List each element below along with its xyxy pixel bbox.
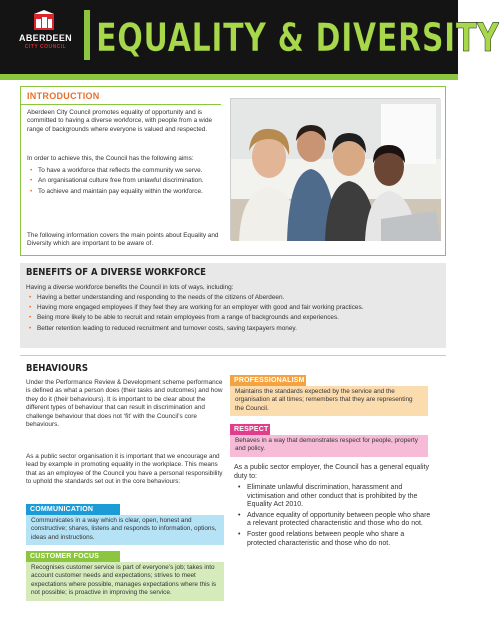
list-item: • Eliminate unlawful discrimination, harassment and victimisation and other conduct that is prohibited by the Equality Act 2010. [238, 484, 434, 510]
communication-title: COMMUNICATION [26, 504, 120, 515]
header-accent-stripe [0, 74, 458, 80]
behaviours-heading: BEHAVIOURS [26, 363, 88, 374]
communication-text: Communicates in a way which is clear, open, honest and constructive; shares, listens and responds to information, options, ideas and instructions. [26, 515, 224, 545]
equality-duty-intro: As a public sector employer, the Council has a general equality duty to: [234, 464, 429, 480]
logo-name: ABERDEEN [19, 33, 72, 43]
professionalism-title: PROFESSIONALISM [230, 375, 306, 386]
introduction-section [20, 86, 446, 256]
customer-focus-text: Recognises customer service is part of everyone’s job; takes into account customer needs and expectations; strives to meet expectations where possible, manages expectations where this is not possible; is proactive in improving the service. [26, 562, 224, 601]
benefits-heading: BENEFITS OF A DIVERSE WORKFORCE [26, 267, 206, 278]
team-photo-illustration [231, 99, 441, 241]
list-item: • Advance equality of opportunity between people who share a relevant protected characteristic and those who do not. [238, 512, 434, 529]
list-item: • To have a workforce that reflects the community we serve. [30, 167, 220, 175]
professionalism-card [230, 375, 428, 416]
list-item: • Having more engaged employees if they feel they are working for an employer with good and fair working practices. [29, 304, 439, 312]
benefits-section [20, 263, 446, 348]
list-item: • To achieve and maintain pay equality within the workforce. [30, 188, 220, 196]
benefits-intro: Having a diverse workforce benefits the Council in lots of ways, including: [26, 284, 234, 291]
respect-title: RESPECT [230, 424, 270, 435]
professionalism-text: Maintains the standards expected by the service and the organisation at all times; remembers that they are representing the Council. [230, 386, 428, 416]
introduction-paragraph: Aberdeen City Council promotes equality of opportunity and is committed to having a diverse workforce, with people from a wide range of backgrounds where everyone is valued and respected. [27, 109, 213, 133]
respect-text: Behaves in a way that demonstrates respect for people, property and policy. [230, 435, 428, 457]
communication-card [26, 504, 224, 545]
introduction-heading: INTRODUCTION [27, 91, 100, 101]
logo-subtitle: CITY COUNCIL [24, 44, 67, 50]
customer-focus-card [26, 551, 224, 601]
list-item: • Being more likely to be able to recruit and retain employees from a range of backgrounds and experiences. [29, 314, 439, 322]
crest-icon [30, 10, 58, 32]
behaviours-paragraph: Under the Performance Review & Development scheme performance is defined as what a person does (their tasks and outcomes) and how they do it (their behaviours). It is important to be clear about the different types of behaviour that can result in discrimination and challenge behaviour that does not ‘fit’ with the Council’s core behaviours. [26, 379, 223, 429]
respect-card [230, 424, 428, 457]
list-item: • Foster good relations between people who share a protected characteristic and those who do not. [238, 531, 434, 548]
introduction-closing: The following information covers the main points about Equality and Diversity which are important to be aware of. [27, 232, 219, 248]
equality-duty-list [238, 484, 434, 550]
list-item: • An organisational culture free from unlawful discrimination. [30, 177, 220, 185]
header-banner [0, 0, 499, 80]
benefits-list [29, 294, 439, 335]
title-accent-bar [84, 10, 90, 60]
behaviours-paragraph-2: As a public sector organisation it is important that we encourage and lead by example in promoting equality in the workplace. This means that as an employee of the Council you have a personal responsibility to uphold the standards set out in the core behaviours: [26, 453, 223, 486]
page-title: EQUALITY & DIVERSITY [96, 16, 499, 61]
introduction-rule [21, 104, 221, 105]
list-item: • Better retention leading to reduced recruitment and turnover costs, saving taxpayers money. [29, 325, 439, 333]
aims-list [30, 167, 220, 198]
customer-focus-title: CUSTOMER FOCUS [26, 551, 120, 562]
aims-intro: In order to achieve this, the Council has the following aims: [27, 155, 194, 162]
list-item: • Having a better understanding and responding to the needs of the citizens of Aberdeen. [29, 294, 439, 302]
team-photo [230, 98, 440, 240]
